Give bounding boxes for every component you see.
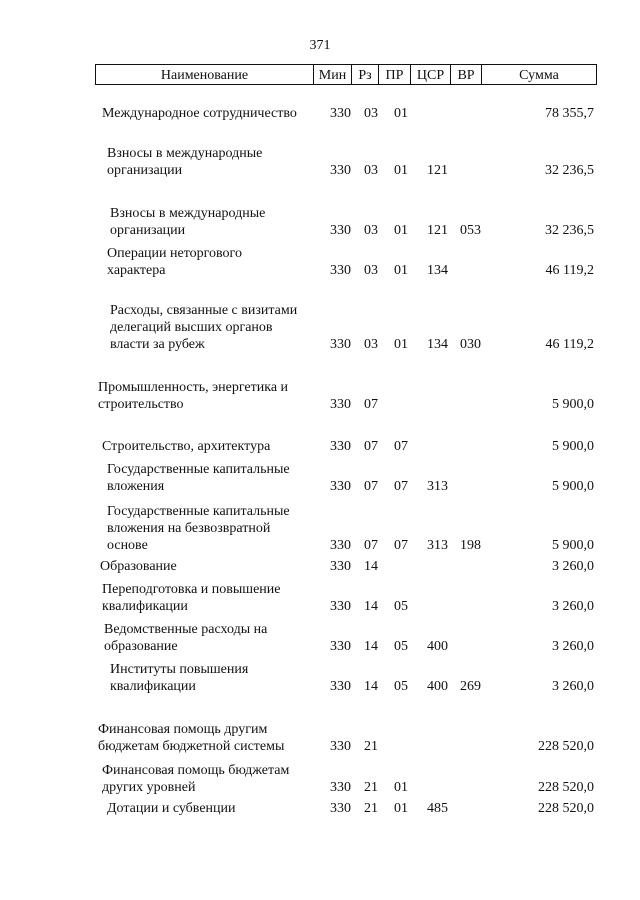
table-row (0, 581, 640, 615)
cell-min: 330 (330, 679, 351, 694)
cell-sum: 228 520,0 (538, 801, 594, 816)
row-name: Переподготовка и повышение квалификации (102, 582, 281, 614)
cell-rz: 14 (364, 679, 378, 694)
table-row (0, 621, 640, 655)
cell-min: 330 (330, 559, 351, 574)
page-number: 371 (309, 38, 331, 53)
cell-vr: 198 (460, 538, 481, 553)
cell-pr: 07 (394, 538, 408, 553)
cell-csr: 485 (427, 801, 448, 816)
cell-rz: 14 (364, 599, 378, 614)
table-row (0, 721, 640, 755)
row-name: Промышленность, энергетика и строительство (98, 380, 289, 412)
row-name: Ведомственные расходы на образование (104, 622, 268, 654)
table-row (0, 762, 640, 796)
cell-sum: 46 119,2 (545, 263, 594, 278)
header-sum: Сумма (519, 68, 559, 83)
cell-pr: 01 (394, 780, 408, 795)
cell-csr: 134 (427, 263, 448, 278)
cell-rz: 03 (364, 163, 378, 178)
cell-rz: 14 (364, 639, 378, 654)
table-row (0, 558, 640, 575)
cell-sum: 3 260,0 (552, 679, 594, 694)
cell-vr: 030 (460, 337, 481, 352)
cell-sum: 5 900,0 (552, 479, 594, 494)
table-row (0, 438, 640, 455)
row-name: Государственные капитальные вложения (107, 462, 290, 494)
row-name: Государственные капитальные вложения на безвозвратной основе (107, 504, 290, 553)
cell-sum: 5 900,0 (552, 538, 594, 553)
cell-pr: 07 (394, 439, 408, 454)
row-name: Взносы в международные организации (107, 146, 263, 178)
table-row (0, 145, 640, 179)
cell-min: 330 (330, 223, 351, 238)
cell-min: 330 (330, 599, 351, 614)
cell-rz: 03 (364, 263, 378, 278)
cell-rz: 07 (364, 479, 378, 494)
cell-rz: 07 (364, 538, 378, 553)
cell-csr: 313 (427, 479, 448, 494)
cell-sum: 46 119,2 (545, 337, 594, 352)
row-name: Институты повышения квалификации (110, 662, 249, 694)
cell-pr: 01 (394, 223, 408, 238)
cell-rz: 07 (364, 439, 378, 454)
table-row (0, 105, 640, 122)
row-name: Дотации и субвенции (107, 801, 236, 816)
table-row (0, 800, 640, 817)
cell-pr: 07 (394, 479, 408, 494)
row-name: Расходы, связанные с визитами делегаций высших органов власти за рубеж (110, 303, 298, 352)
table-row (0, 245, 640, 279)
cell-csr: 121 (427, 223, 448, 238)
cell-sum: 32 236,5 (545, 223, 594, 238)
table-row (0, 205, 640, 239)
cell-csr: 400 (427, 679, 448, 694)
header-vr: ВР (451, 65, 482, 84)
row-name: Финансовая помощь другим бюджетам бюджетной системы (98, 722, 285, 754)
cell-pr: 05 (394, 679, 408, 694)
cell-min: 330 (330, 538, 351, 553)
cell-min: 330 (330, 397, 351, 412)
cell-pr: 01 (394, 106, 408, 121)
cell-csr: 313 (427, 538, 448, 553)
cell-min: 330 (330, 780, 351, 795)
cell-csr: 134 (427, 337, 448, 352)
cell-sum: 3 260,0 (552, 599, 594, 614)
cell-min: 330 (330, 739, 351, 754)
table-row (0, 379, 640, 413)
cell-pr: 05 (394, 639, 408, 654)
cell-rz: 21 (364, 739, 378, 754)
header-name: Наименование (96, 65, 314, 84)
header-csr: ЦСР (411, 65, 451, 84)
cell-min: 330 (330, 801, 351, 816)
cell-rz: 07 (364, 397, 378, 412)
cell-min: 330 (330, 439, 351, 454)
cell-sum: 32 236,5 (545, 163, 594, 178)
cell-csr: 121 (427, 163, 448, 178)
cell-sum: 5 900,0 (552, 439, 594, 454)
table-row (0, 302, 640, 353)
cell-rz: 03 (364, 106, 378, 121)
header-rz: Рз (352, 65, 379, 84)
cell-min: 330 (330, 106, 351, 121)
header-pr: ПР (379, 65, 411, 84)
cell-rz: 21 (364, 801, 378, 816)
row-name: Операции неторгового характера (107, 246, 242, 278)
table-row (0, 503, 640, 554)
cell-min: 330 (330, 263, 351, 278)
cell-rz: 03 (364, 223, 378, 238)
cell-vr: 053 (460, 223, 481, 238)
row-name: Финансовая помощь бюджетам других уровней (102, 763, 290, 795)
cell-rz: 03 (364, 337, 378, 352)
cell-pr: 05 (394, 599, 408, 614)
cell-min: 330 (330, 163, 351, 178)
cell-rz: 21 (364, 780, 378, 795)
header-min: Мин (314, 65, 352, 84)
cell-csr: 400 (427, 639, 448, 654)
cell-pr: 01 (394, 801, 408, 816)
row-name: Взносы в международные организации (110, 206, 266, 238)
cell-vr: 269 (460, 679, 481, 694)
cell-min: 330 (330, 479, 351, 494)
cell-sum: 5 900,0 (552, 397, 594, 412)
cell-rz: 14 (364, 559, 378, 574)
cell-min: 330 (330, 337, 351, 352)
row-name: Международное сотрудничество (102, 106, 297, 121)
row-name: Образование (100, 559, 177, 574)
row-name: Строительство, архитектура (102, 439, 271, 454)
cell-sum: 228 520,0 (538, 739, 594, 754)
cell-pr: 01 (394, 337, 408, 352)
cell-sum: 3 260,0 (552, 639, 594, 654)
table-row (0, 661, 640, 695)
cell-sum: 3 260,0 (552, 559, 594, 574)
cell-sum: 228 520,0 (538, 780, 594, 795)
table-header (95, 64, 597, 85)
cell-min: 330 (330, 639, 351, 654)
cell-pr: 01 (394, 263, 408, 278)
cell-pr: 01 (394, 163, 408, 178)
cell-sum: 78 355,7 (545, 106, 594, 121)
table-row (0, 461, 640, 495)
